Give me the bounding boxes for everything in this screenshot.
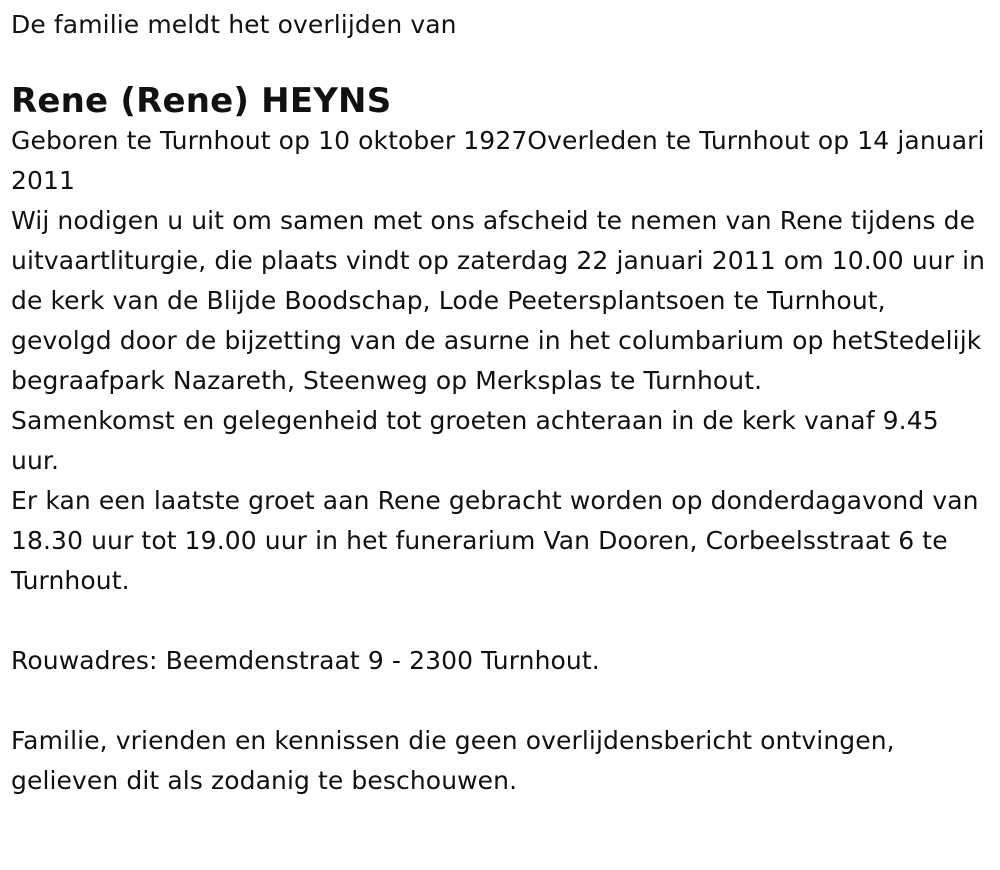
closing-text: Familie, vrienden en kennissen die geen overlijdensbericht ontvingen, gelieven dit als zodanig te beschouwen. [11, 726, 895, 795]
address-text: Rouwadres: Beemdenstraat 9 - 2300 Turnhout. [11, 646, 600, 675]
deceased-name: Rene (Rene) HEYNS [11, 81, 392, 121]
birth-death-text: Geboren te Turnhout op 10 oktober 1927Overleden te Turnhout op 14 januari 2011 [11, 126, 985, 195]
spacer [11, 601, 990, 641]
gathering-text: Samenkomst en gelegenheid tot groeten achteraan in de kerk vanaf 9.45 uur. [11, 406, 939, 475]
viewing-text: Er kan een laatste groet aan Rene gebracht worden op donderdagavond van 18.30 uur tot 19.00 uur in het funerarium Van Dooren, Corbeelsstraat 6 te Turnhout. [11, 486, 979, 595]
funeral-text: Wij nodigen u uit om samen met ons afscheid te nemen van Rene tijdens de uitvaartliturgie, die plaats vindt op zaterdag 22 januari 2011 om 10.00 uur in de kerk van de Blijde Boodschap, Lode Peetersplantsoen te Turnhout, gevolgd door de bijzetting van de asurne in het columbarium op hetStedelijk begraafpark Nazareth, Steenweg op Merksplas te Turnhout. [11, 206, 986, 395]
spacer [11, 681, 990, 721]
intro-text: De familie meldt het overlijden van [11, 10, 457, 39]
